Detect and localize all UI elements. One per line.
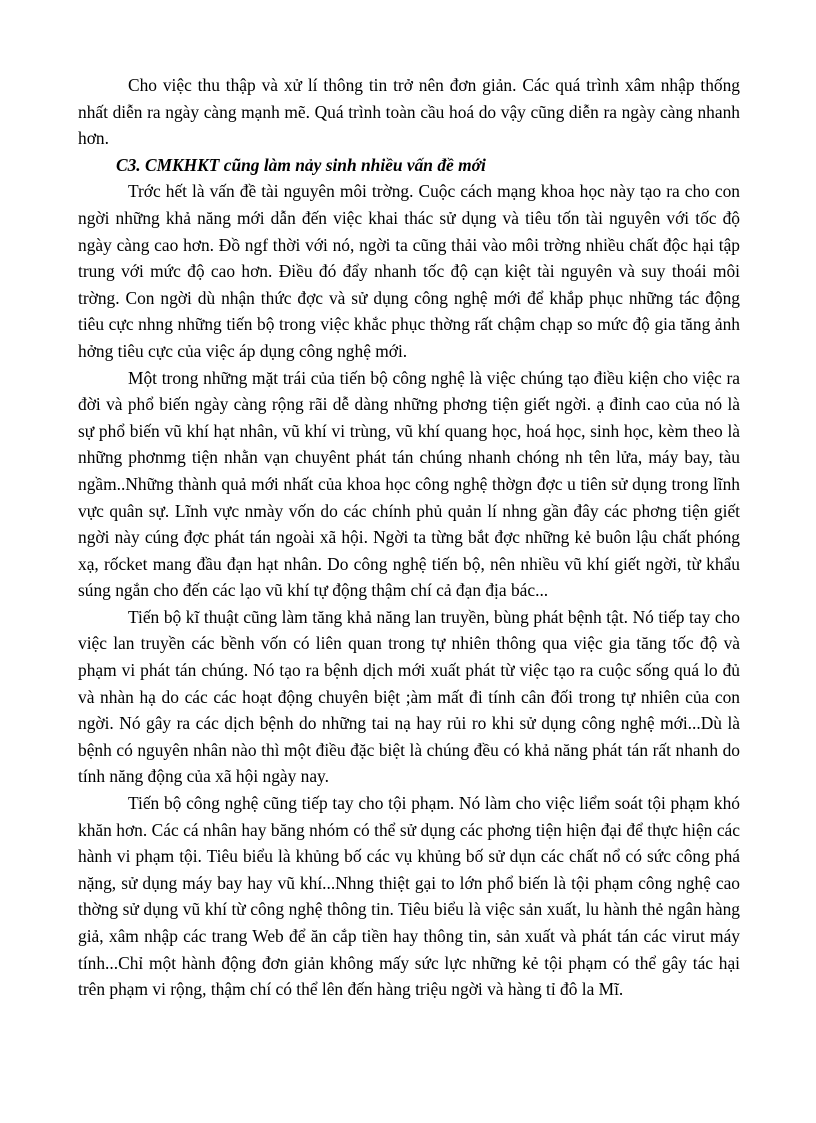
section-heading: C3. CMKHKT cũng làm nảy sinh nhiều vấn đề mới bbox=[116, 154, 486, 175]
paragraph-intro: Cho việc thu thập và xử lí thông tin trở nên đơn giản. Các quá trình xâm nhập thống nhất diễn ra ngày càng mạnh mẽ. Quá trình toàn cầu hoá do vậy cũng diễn ra ngày càng nhanh hơn. bbox=[78, 75, 740, 149]
paragraph-weapons: Một trong những mặt trái của tiến bộ công nghệ là việc chúng tạo điều kiện cho việc ra đời và phổ biến ngày càng rộng rãi dễ dàng những phơng tiện giết ngời. ạ đỉnh cao của nó là sự phổ biến vũ khí hạt nhân, vũ khí vi trùng, vũ khí quang học, hoá học, sinh học, kèm theo là những phơnmg tiện nhằn vạn chuyênt phát tán chúng nhanh chóng nh tên lửa, máy bay, tàu ngầm..Những thành quả mới nhất của khoa học công nghệ thờgn đợc u tiên sử dụng trong lĩnh vực quân sự. Lĩnh vực nmày vốn do các chính phủ quản lí nhng gần đây các phơng tiện giết ngời này cúng đợc phát tán ngoài xã hội. Ngời ta từng bắt đợc những kẻ buôn lậu chất phóng xạ, rốcket mang đầu đạn hạt nhân. Do công nghệ tiến bộ, nên nhiều vũ khí giết ngời, từ khẩu súng ngắn cho đến các lạo vũ khí tự động thậm chí cả đạn địa bác... bbox=[78, 367, 740, 601]
paragraph-crime: Tiến bộ công nghệ cũng tiếp tay cho tội phạm. Nó làm cho việc liểm soát tội phạm khó khăn hơn. Các cá nhân hay băng nhóm có thể sử dụng các phơng tiện hiện đại để thực hiện các hành vi phạm tội. Tiêu biểu là khủng bố các vụ khủng bố sử dụn các chất nổ có sức công phá nặng, sử dụng máy bay hay vũ khí...Nhng thiệt gại to lớn phổ biến là tội phạm công nghệ cao thờng sử dụng vũ khí từ công nghệ thông tin. Tiêu biểu là việc sản xuất, lu hành thẻ ngân hàng giả, xâm nhập các trang Web để ăn cắp tiền hay thông tin, sản xuất và phát tán các virut máy tính...Chỉ một hành động đơn giản không mấy sức lực những kẻ tội phạm có thể gây tác hại trên phạm vi rộng, thậm chí có thể lên đến hàng triệu ngời và hàng tỉ đô la Mĩ. bbox=[78, 793, 740, 1000]
paragraph-resources: Trớc hết là vấn đề tài nguyên môi trờng. Cuộc cách mạng khoa học này tạo ra cho con ngời những khả năng mới dẫn đến việc khai thác sử dụng và tiêu tốn tài nguyên với tốc độ ngày càng cao hơn. Đồ ngf thời với nó, ngời ta cũng thải vào môi trờng nhiều chất độc hại tập trung với mức độ cao hơn. Điều đó đẩy nhanh tốc độ cạn kiệt tài nguyên và suy thoái môi trờng. Con ngời dù nhận thức đợc và sử dụng công nghệ mới để khắp phục những tác động tiêu cực nhng những tiến bộ trong việc khắc phục thờng rất chậm chạp so mức độ gia tăng ảnh hởng tiêu cực của việc áp dụng công nghệ mới. bbox=[78, 181, 740, 361]
paragraph-disease: Tiến bộ kĩ thuật cũng làm tăng khả năng lan truyền, bùng phát bệnh tật. Nó tiếp tay cho việc lan truyền các bềnh vốn có liên quan trong tự nhiên thông qua việc gia tăng tốc độ và phạm vi phát tán chúng. Nó tạo ra bệnh dịch mới xuất phát từ việc tạo ra cuộc sống quá lo đủ và nhàn hạ do các các hoạt động chuyên biệt ;àm mất đi tính cân đối trong tự nhiên của con ngời. Nó gây ra các dịch bệnh do những tai nạ hay rủi ro khi sử dụng công nghệ mới...Dù là bệnh có nguyên nhân nào thì một điều đặc biệt là chúng đều có khả năng phát tán rất nhanh do tính năng động của xã hội ngày nay. bbox=[78, 606, 740, 787]
